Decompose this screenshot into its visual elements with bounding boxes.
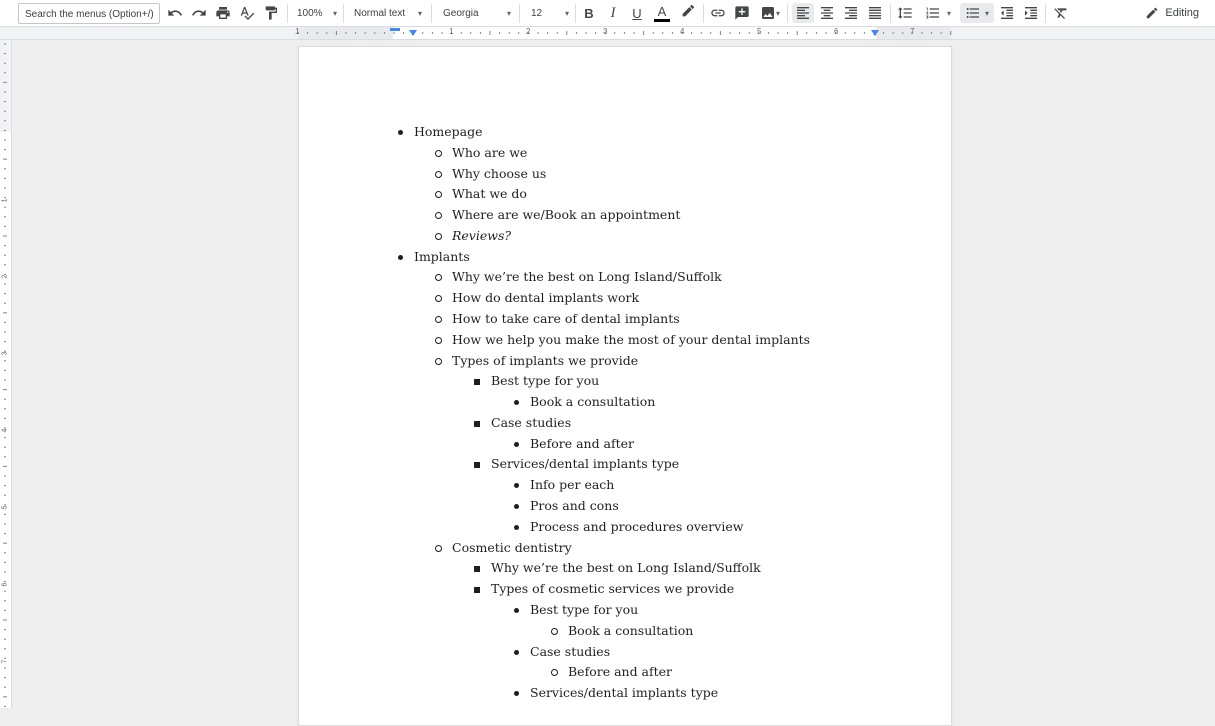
font-value: Georgia [443,7,479,19]
list-item[interactable]: Who are we [452,144,528,160]
bulleted-list-icon[interactable]: ▾ [960,3,994,23]
ruler-number: 6 [834,27,839,36]
toolbar-divider [1045,4,1046,23]
ruler-number: 3 [603,27,608,36]
ruler-ticks [0,27,1215,39]
list-item[interactable]: How do dental implants work [452,290,640,306]
chevron-down-icon: ▾ [564,9,569,18]
list-bullet-icon [511,517,525,537]
list-item[interactable]: Why choose us [452,165,547,181]
undo-icon[interactable] [166,3,184,23]
chevron-down-icon: ▾ [332,9,337,18]
list-bullet-icon [472,413,486,433]
print-icon[interactable] [214,3,232,23]
ruler-number: 5 [757,27,762,36]
list-bullet-icon [511,392,525,412]
list-bullet-icon [511,642,525,662]
text-color-icon[interactable]: A [653,3,671,23]
list-bullet-icon [472,454,486,474]
first-line-indent-marker-icon[interactable] [389,28,401,38]
list-item[interactable]: Book a consultation [530,394,656,410]
list-bullet-icon [511,434,525,454]
list-item[interactable]: Case studies [530,643,611,659]
list-item[interactable]: Where are we/Book an appointment [452,207,681,223]
document-page[interactable] [298,46,952,726]
list-bullet-icon [433,226,447,246]
toolbar-divider [343,4,344,23]
toolbar-divider [890,4,891,23]
font-size-value: 12 [531,7,543,19]
list-item[interactable]: Cosmetic dentistry [452,539,572,555]
vertical-ruler[interactable] [0,40,12,708]
editing-mode-button[interactable] [1145,3,1199,23]
highlight-icon[interactable] [679,3,697,23]
list-bullet-icon [511,475,525,495]
list-item[interactable]: Info per each [530,477,615,493]
left-indent-marker-icon[interactable] [408,30,418,40]
list-bullet-icon [395,122,409,142]
insert-image-icon[interactable]: ▾ [757,3,783,23]
list-bullet-icon [433,267,447,287]
ruler-number: 4 [1,428,9,433]
list-item[interactable]: Types of cosmetic services we provide [491,581,735,597]
ruler-number: 2 [526,27,531,36]
align-left-icon[interactable] [792,3,814,23]
paragraph-style-select[interactable] [354,3,422,23]
list-item[interactable]: Homepage [414,124,483,139]
decrease-indent-icon[interactable] [998,3,1016,23]
list-item[interactable]: Book a consultation [568,622,694,638]
bold-icon[interactable]: B [584,5,594,21]
zoom-select[interactable] [297,3,337,23]
spellcheck-icon[interactable] [238,3,256,23]
list-bullet-icon [433,309,447,329]
ruler-number: 2 [1,274,9,279]
list-item[interactable]: How we help you make the most of your dental implants [452,331,811,347]
ruler-ticks [0,40,11,708]
list-bullet-icon [433,205,447,225]
underline-icon[interactable]: U [632,5,642,21]
ruler-number: 5 [1,505,9,510]
list-bullet-icon [433,164,447,184]
ruler-number: 1 [295,27,300,36]
list-item[interactable]: Types of implants we provide [452,352,639,368]
toolbar [0,0,1215,27]
chevron-down-icon: ▾ [417,9,422,18]
ruler-number: 4 [680,27,685,36]
toolbar-divider [703,4,704,23]
toolbar-divider [787,4,788,23]
list-bullet-icon [433,143,447,163]
horizontal-ruler[interactable] [0,27,1215,40]
pencil-icon [1145,6,1159,20]
list-item[interactable]: Services/dental implants type [491,456,680,472]
paragraph-style-value: Normal text [354,7,406,19]
chevron-down-icon: ▾ [506,9,511,18]
toolbar-divider [519,4,520,23]
ruler-number: 3 [1,351,9,356]
list-bullet-icon [511,600,525,620]
toolbar-divider [431,4,432,23]
list-bullet-icon [472,579,486,599]
list-bullet-icon [472,371,486,391]
toolbar-divider [575,4,576,23]
font-size-select[interactable] [531,3,569,23]
zoom-value: 100% [297,7,323,19]
list-bullet-icon [433,351,447,371]
list-item[interactable]: What we do [452,186,527,202]
list-bullet-icon [511,496,525,516]
clear-formatting-icon[interactable] [1052,3,1070,23]
italic-icon[interactable]: I [610,4,616,21]
list-bullet-icon [549,662,563,682]
list-item[interactable]: Case studies [491,414,572,430]
paint-format-icon[interactable] [262,3,280,23]
list-item[interactable]: Best type for you [491,373,600,389]
list-item[interactable]: Reviews? [452,227,512,243]
increase-indent-icon[interactable] [1022,3,1040,23]
line-spacing-icon[interactable] [896,3,914,23]
list-item[interactable]: Services/dental implants type [530,685,719,701]
numbered-list-icon[interactable]: ▾ [920,3,956,23]
list-bullet-icon [395,247,409,267]
list-bullet-icon [549,621,563,641]
add-comment-icon[interactable] [733,3,751,23]
justify-icon[interactable] [866,3,884,23]
list-bullet-icon [433,538,447,558]
list-item[interactable]: Why we’re the best on Long Island/Suffolk [452,269,722,285]
list-item[interactable]: Best type for you [530,601,639,617]
list-item[interactable]: Before and after [530,435,635,451]
ruler-number: 1 [1,198,9,203]
list-bullet-icon [511,683,525,703]
list-item[interactable]: Implants [414,248,470,264]
search-menus-input[interactable]: Search the menus (Option+/) [18,3,160,24]
list-item[interactable]: Before and after [568,664,673,680]
list-item[interactable]: Process and procedures overview [530,518,744,534]
list-item[interactable]: Pros and cons [530,498,619,514]
link-icon[interactable] [709,3,727,23]
right-indent-marker-icon[interactable] [870,30,880,40]
list-item[interactable]: Why we’re the best on Long Island/Suffolk [491,560,761,576]
editing-mode-label: Editing [1165,7,1199,19]
toolbar-divider [287,4,288,23]
redo-icon[interactable] [190,3,208,23]
ruler-number: 7 [910,27,915,36]
list-item[interactable]: How to take care of dental implants [452,311,680,327]
ruler-number: 6 [1,582,9,587]
list-bullet-icon [433,330,447,350]
align-center-icon[interactable] [818,3,836,23]
align-right-icon[interactable] [842,3,860,23]
ruler-number: 7 [1,659,9,664]
font-select[interactable] [443,3,511,23]
ruler-number: 1 [449,27,454,36]
list-bullet-icon [433,184,447,204]
list-bullet-icon [472,558,486,578]
list-bullet-icon [433,288,447,308]
